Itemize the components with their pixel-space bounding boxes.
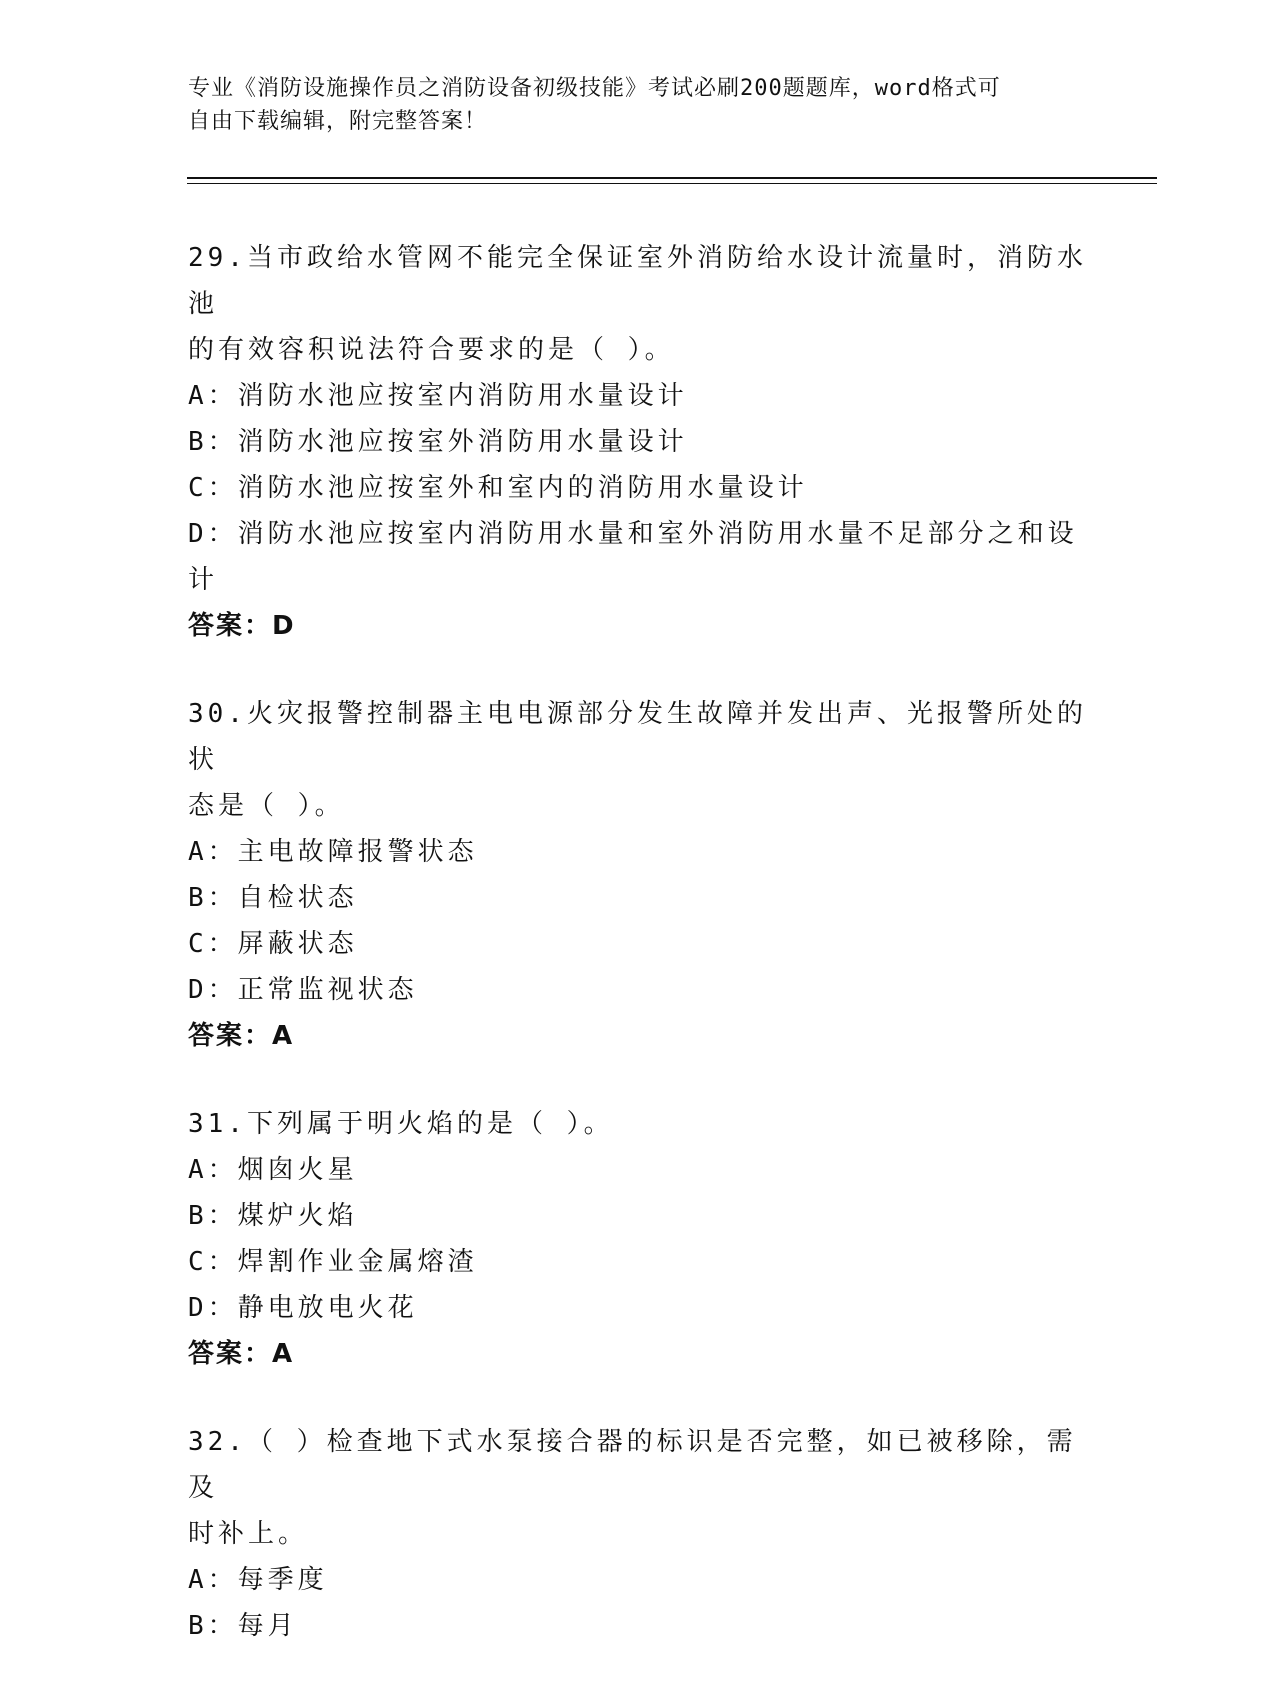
- option-b: B：煤炉火焰: [188, 1201, 358, 1231]
- option-b: B：消防水池应按室外消防用水量设计: [188, 427, 688, 457]
- option-d: D：正常监视状态: [188, 975, 418, 1005]
- answer-label: 答案：A: [188, 1339, 295, 1369]
- option-a: A：每季度: [188, 1565, 328, 1595]
- option-a: A：烟囱火星: [188, 1155, 358, 1185]
- header-line-2: 自由下载编辑，附完整答案！: [188, 109, 488, 134]
- question-stem: 时补上。: [188, 1519, 309, 1549]
- question-29: [188, 235, 1088, 649]
- question-31: [188, 1101, 1088, 1377]
- option-b: B：自检状态: [188, 883, 358, 913]
- header-line-1: 专业《消防设施操作员之消防设备初级技能》考试必刷200题题库，word格式可: [188, 76, 1001, 101]
- question-30: [188, 691, 1088, 1059]
- header-divider-thick: [187, 177, 1157, 179]
- question-stem: 31.下列属于明火焰的是（ ）。: [188, 1109, 614, 1139]
- option-d: D：静电放电火花: [188, 1293, 418, 1323]
- question-stem: 30.火灾报警控制器主电电源部分发生故障并发出声、光报警所处的状: [188, 699, 1087, 775]
- option-c: C：屏蔽状态: [188, 929, 358, 959]
- answer-label: 答案：A: [188, 1021, 295, 1051]
- option-d: D：消防水池应按室内消防用水量和室外消防用水量不足部分之和设计: [188, 519, 1078, 595]
- option-a: A：消防水池应按室内消防用水量设计: [188, 381, 688, 411]
- header-divider-thin: [187, 183, 1157, 184]
- question-stem: 29.当市政给水管网不能完全保证室外消防给水设计流量时，消防水池: [188, 243, 1087, 319]
- question-stem: 32.（ ）检查地下式水泵接合器的标识是否完整，如已被移除，需及: [188, 1427, 1077, 1503]
- option-c: C：消防水池应按室外和室内的消防用水量设计: [188, 473, 808, 503]
- answer-label: 答案：D: [188, 611, 296, 641]
- question-stem: 的有效容积说法符合要求的是（ ）。: [188, 335, 675, 365]
- question-32: [188, 1419, 1088, 1649]
- question-stem: 态是（ ）。: [188, 791, 345, 821]
- document-header: [188, 72, 1088, 138]
- option-c: C：焊割作业金属熔渣: [188, 1247, 478, 1277]
- option-a: A：主电故障报警状态: [188, 837, 478, 867]
- question-list: [188, 235, 1088, 1691]
- option-b: B：每月: [188, 1611, 298, 1641]
